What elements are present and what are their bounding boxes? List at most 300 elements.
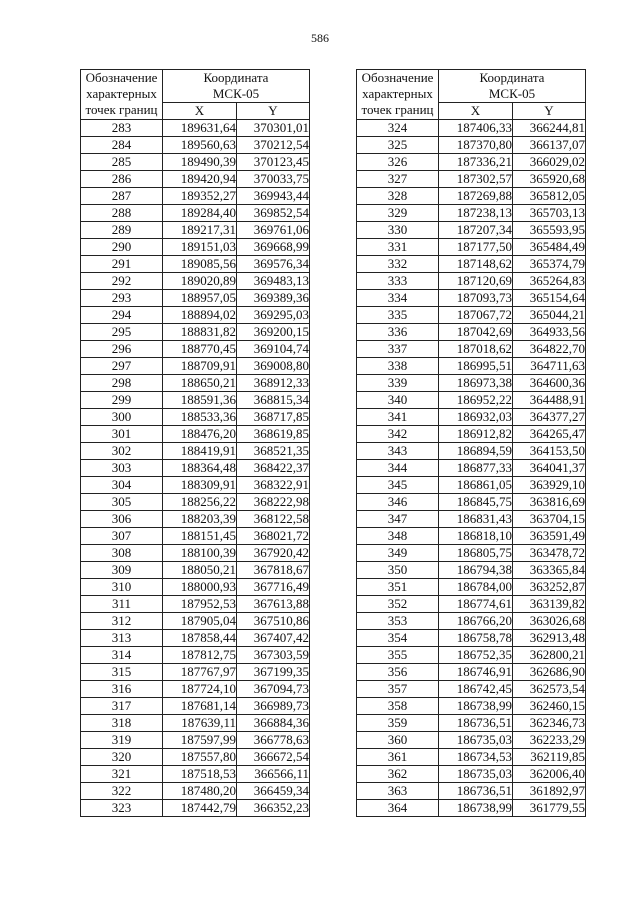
x-coordinate-cell: 187480,20 [163,783,237,800]
point-id-cell: 283 [81,120,163,137]
table-row [357,783,586,800]
point-id-cell: 360 [357,732,439,749]
point-id-cell: 306 [81,511,163,528]
x-coordinate-cell: 186746,91 [439,664,513,681]
table-row [357,358,586,375]
table-row [357,426,586,443]
point-id-cell: 315 [81,664,163,681]
y-coordinate-cell: 362800,21 [513,647,586,664]
point-id-cell: 313 [81,630,163,647]
y-coordinate-cell: 362686,90 [513,664,586,681]
y-coordinate-cell: 367407,42 [237,630,310,647]
point-id-cell: 314 [81,647,163,664]
point-id-cell: 288 [81,205,163,222]
point-id-cell: 305 [81,494,163,511]
table-row [81,698,310,715]
y-coordinate-cell: 363365,84 [513,562,586,579]
y-coordinate-cell: 366989,73 [237,698,310,715]
x-coordinate-cell: 186774,61 [439,596,513,613]
point-id-cell: 363 [357,783,439,800]
x-coordinate-cell: 186784,00 [439,579,513,596]
table-row [357,188,586,205]
y-coordinate-cell: 367920,42 [237,545,310,562]
point-id-cell: 361 [357,749,439,766]
point-id-cell: 362 [357,766,439,783]
table-row [357,698,586,715]
point-id-cell: 285 [81,154,163,171]
table-row [81,171,310,188]
point-id-cell: 340 [357,392,439,409]
x-coordinate-cell: 187148,62 [439,256,513,273]
point-id-cell: 290 [81,239,163,256]
point-id-cell: 329 [357,205,439,222]
table-row [81,188,310,205]
y-coordinate-cell: 362119,85 [513,749,586,766]
designation-header-line: характерных [362,86,433,101]
y-coordinate-cell: 369761,06 [237,222,310,239]
table-row [81,460,310,477]
x-coordinate-cell: 189420,94 [163,171,237,188]
table-body [357,120,586,817]
x-coordinate-cell: 187681,14 [163,698,237,715]
x-coordinate-cell: 189560,63 [163,137,237,154]
x-coordinate-cell: 188203,39 [163,511,237,528]
point-id-cell: 350 [357,562,439,579]
table-row [357,222,586,239]
y-coordinate-cell: 362573,54 [513,681,586,698]
x-coordinate-cell: 187302,57 [439,171,513,188]
table-row [357,562,586,579]
point-id-cell: 286 [81,171,163,188]
x-coordinate-cell: 187238,13 [439,205,513,222]
x-coordinate-cell: 189020,89 [163,273,237,290]
table-row [81,273,310,290]
table-row [81,596,310,613]
point-id-cell: 333 [357,273,439,290]
table-row [81,766,310,783]
y-coordinate-cell: 369852,54 [237,205,310,222]
y-coordinate-cell: 370212,54 [237,137,310,154]
x-coordinate-cell: 187952,53 [163,596,237,613]
table-row [81,613,310,630]
point-id-cell: 327 [357,171,439,188]
table-row [81,647,310,664]
y-coordinate-cell: 364153,50 [513,443,586,460]
y-coordinate-cell: 366244,81 [513,120,586,137]
x-coordinate-cell: 186752,35 [439,647,513,664]
y-coordinate-cell: 361892,97 [513,783,586,800]
y-coordinate-cell: 368912,33 [237,375,310,392]
y-coordinate-cell: 367613,88 [237,596,310,613]
y-coordinate-cell: 370033,75 [237,171,310,188]
x-coordinate-cell: 188256,22 [163,494,237,511]
point-id-cell: 349 [357,545,439,562]
y-coordinate-cell: 365264,83 [513,273,586,290]
y-coordinate-cell: 362233,29 [513,732,586,749]
coordinate-header [163,70,310,103]
y-coordinate-cell: 367094,73 [237,681,310,698]
point-id-cell: 357 [357,681,439,698]
y-coordinate-cell: 368815,34 [237,392,310,409]
point-id-cell: 335 [357,307,439,324]
x-coordinate-cell: 186758,78 [439,630,513,647]
table-row [357,613,586,630]
point-id-cell: 326 [357,154,439,171]
point-id-cell: 336 [357,324,439,341]
y-coordinate-cell: 365593,95 [513,222,586,239]
table-header [357,70,586,120]
point-id-cell: 289 [81,222,163,239]
point-id-cell: 304 [81,477,163,494]
y-coordinate-cell: 364265,47 [513,426,586,443]
x-coordinate-cell: 186766,20 [439,613,513,630]
y-coordinate-cell: 367199,35 [237,664,310,681]
x-coordinate-cell: 188100,39 [163,545,237,562]
x-coordinate-cell: 186805,75 [439,545,513,562]
y-coordinate-cell: 368521,35 [237,443,310,460]
y-coordinate-cell: 363478,72 [513,545,586,562]
point-id-cell: 309 [81,562,163,579]
x-coordinate-cell: 188591,36 [163,392,237,409]
table-row [81,256,310,273]
y-coordinate-cell: 365920,68 [513,171,586,188]
table-row [357,630,586,647]
designation-header-line: характерных [86,86,157,101]
table-header [81,70,310,120]
y-coordinate-cell: 368122,58 [237,511,310,528]
x-coordinate-cell: 186877,33 [439,460,513,477]
point-id-cell: 320 [81,749,163,766]
designation-header-line: Обозначение [361,70,434,85]
coordinate-header-line: МСК-05 [488,86,536,101]
table-row [357,290,586,307]
point-id-cell: 297 [81,358,163,375]
table-row [81,137,310,154]
point-id-cell: 308 [81,545,163,562]
table-row [357,171,586,188]
point-id-cell: 296 [81,341,163,358]
y-coordinate-cell: 365484,49 [513,239,586,256]
table-row [357,460,586,477]
point-id-cell: 338 [357,358,439,375]
point-id-cell: 337 [357,341,439,358]
x-coordinate-cell: 187018,62 [439,341,513,358]
point-id-cell: 324 [357,120,439,137]
point-id-cell: 318 [81,715,163,732]
designation-header-line: Обозначение [85,70,158,85]
table-row [81,358,310,375]
x-coordinate-cell: 188533,36 [163,409,237,426]
x-coordinate-cell: 186973,38 [439,375,513,392]
table-row [81,205,310,222]
point-id-cell: 331 [357,239,439,256]
y-coordinate-cell: 363139,82 [513,596,586,613]
point-id-cell: 319 [81,732,163,749]
table-body [81,120,310,817]
table-row [81,443,310,460]
x-coordinate-cell: 187042,69 [439,324,513,341]
x-coordinate-cell: 187406,33 [439,120,513,137]
y-coordinate-cell: 369200,15 [237,324,310,341]
x-coordinate-cell: 187093,73 [439,290,513,307]
y-coordinate-cell: 369668,99 [237,239,310,256]
x-coordinate-cell: 189352,27 [163,188,237,205]
y-coordinate-cell: 370301,01 [237,120,310,137]
y-coordinate-cell: 368322,91 [237,477,310,494]
point-id-cell: 348 [357,528,439,545]
y-coordinate-cell: 364822,70 [513,341,586,358]
y-coordinate-cell: 363929,10 [513,477,586,494]
y-coordinate-cell: 369389,36 [237,290,310,307]
point-id-cell: 291 [81,256,163,273]
table-row [81,732,310,749]
x-coordinate-cell: 188000,93 [163,579,237,596]
y-coordinate-cell: 363704,15 [513,511,586,528]
point-id-cell: 347 [357,511,439,528]
y-coordinate-cell: 366566,11 [237,766,310,783]
table-row [81,800,310,817]
table-row [81,664,310,681]
x-coordinate-cell: 186734,53 [439,749,513,766]
table-row [357,766,586,783]
x-coordinate-cell: 186742,45 [439,681,513,698]
x-coordinate-cell: 187207,34 [439,222,513,239]
y-coordinate-cell: 362006,40 [513,766,586,783]
point-id-cell: 358 [357,698,439,715]
y-coordinate-cell: 363026,68 [513,613,586,630]
y-coordinate-cell: 361779,55 [513,800,586,817]
point-id-cell: 284 [81,137,163,154]
point-id-cell: 287 [81,188,163,205]
point-id-cell: 292 [81,273,163,290]
designation-header [357,70,439,120]
table-row [357,205,586,222]
point-id-cell: 339 [357,375,439,392]
y-coordinate-cell: 368422,37 [237,460,310,477]
x-coordinate-cell: 187177,50 [439,239,513,256]
x-coordinate-cell: 188650,21 [163,375,237,392]
y-coordinate-cell: 366884,36 [237,715,310,732]
x-coordinate-cell: 187370,80 [439,137,513,154]
point-id-cell: 364 [357,800,439,817]
table-row [81,562,310,579]
table-row [357,664,586,681]
x-coordinate-cell: 188476,20 [163,426,237,443]
y-column-header: Y [513,103,586,120]
point-id-cell: 302 [81,443,163,460]
x-coordinate-cell: 186736,51 [439,783,513,800]
x-coordinate-cell: 187639,11 [163,715,237,732]
table-row [357,443,586,460]
x-coordinate-cell: 186845,75 [439,494,513,511]
table-row [81,324,310,341]
point-id-cell: 345 [357,477,439,494]
table-row [357,477,586,494]
x-coordinate-cell: 188419,91 [163,443,237,460]
point-id-cell: 312 [81,613,163,630]
x-coordinate-cell: 189490,39 [163,154,237,171]
x-coordinate-cell: 187067,72 [439,307,513,324]
y-coordinate-cell: 367303,59 [237,647,310,664]
table-row [357,647,586,664]
table-row [81,528,310,545]
point-id-cell: 293 [81,290,163,307]
x-coordinate-cell: 186738,99 [439,698,513,715]
y-coordinate-cell: 364488,91 [513,392,586,409]
x-coordinate-cell: 187557,80 [163,749,237,766]
point-id-cell: 323 [81,800,163,817]
x-coordinate-cell: 188957,05 [163,290,237,307]
table-row [357,715,586,732]
table-row [357,273,586,290]
x-coordinate-cell: 186932,03 [439,409,513,426]
point-id-cell: 294 [81,307,163,324]
table-row [81,426,310,443]
x-coordinate-cell: 188364,48 [163,460,237,477]
point-id-cell: 299 [81,392,163,409]
point-id-cell: 317 [81,698,163,715]
x-coordinate-cell: 189085,56 [163,256,237,273]
y-coordinate-cell: 365374,79 [513,256,586,273]
y-coordinate-cell: 369943,44 [237,188,310,205]
y-coordinate-cell: 368222,98 [237,494,310,511]
page-number: 586 [311,31,329,45]
x-coordinate-cell: 187442,79 [163,800,237,817]
y-coordinate-cell: 362346,73 [513,715,586,732]
table-row [357,681,586,698]
point-id-cell: 328 [357,188,439,205]
y-coordinate-cell: 367510,86 [237,613,310,630]
y-coordinate-cell: 368717,85 [237,409,310,426]
coordinate-header [439,70,586,103]
x-coordinate-cell: 186736,51 [439,715,513,732]
y-coordinate-cell: 369104,74 [237,341,310,358]
y-coordinate-cell: 366352,23 [237,800,310,817]
x-coordinate-cell: 189284,40 [163,205,237,222]
y-coordinate-cell: 369576,34 [237,256,310,273]
x-coordinate-cell: 186735,03 [439,732,513,749]
point-id-cell: 355 [357,647,439,664]
table-row [81,409,310,426]
x-coordinate-cell: 187905,04 [163,613,237,630]
point-id-cell: 322 [81,783,163,800]
x-coordinate-cell: 186952,22 [439,392,513,409]
x-coordinate-cell: 189217,31 [163,222,237,239]
y-coordinate-cell: 364600,36 [513,375,586,392]
coordinates-table-left [80,69,310,817]
x-coordinate-cell: 188894,02 [163,307,237,324]
table-row [357,579,586,596]
x-coordinate-cell: 188050,21 [163,562,237,579]
table-row [81,477,310,494]
point-id-cell: 301 [81,426,163,443]
point-id-cell: 342 [357,426,439,443]
table-row [81,715,310,732]
point-id-cell: 321 [81,766,163,783]
y-coordinate-cell: 365703,13 [513,205,586,222]
y-coordinate-cell: 362460,15 [513,698,586,715]
x-coordinate-cell: 187724,10 [163,681,237,698]
table-row [81,783,310,800]
y-coordinate-cell: 364041,37 [513,460,586,477]
point-id-cell: 310 [81,579,163,596]
table-row [357,409,586,426]
table-row [357,375,586,392]
table-row [357,596,586,613]
point-id-cell: 354 [357,630,439,647]
table-row [81,239,310,256]
x-coordinate-cell: 188309,91 [163,477,237,494]
table-row [357,494,586,511]
point-id-cell: 298 [81,375,163,392]
coordinate-header-line: МСК-05 [212,86,260,101]
y-coordinate-cell: 363816,69 [513,494,586,511]
y-coordinate-cell: 364711,63 [513,358,586,375]
point-id-cell: 303 [81,460,163,477]
table-row [357,239,586,256]
x-coordinate-cell: 189151,03 [163,239,237,256]
table-row [357,256,586,273]
point-id-cell: 359 [357,715,439,732]
x-coordinate-cell: 186738,99 [439,800,513,817]
point-id-cell: 300 [81,409,163,426]
y-coordinate-cell: 364377,27 [513,409,586,426]
y-coordinate-cell: 366672,54 [237,749,310,766]
table-row [81,290,310,307]
point-id-cell: 351 [357,579,439,596]
x-coordinate-cell: 186735,03 [439,766,513,783]
x-coordinate-cell: 186861,05 [439,477,513,494]
coordinate-header-line: Координата [479,70,545,85]
table-row [357,732,586,749]
y-coordinate-cell: 364933,56 [513,324,586,341]
point-id-cell: 352 [357,596,439,613]
y-coordinate-cell: 362913,48 [513,630,586,647]
designation-header-line: точек границ [361,102,434,117]
x-coordinate-cell: 186794,38 [439,562,513,579]
y-coordinate-cell: 369008,80 [237,358,310,375]
y-coordinate-cell: 369483,13 [237,273,310,290]
table-row [357,749,586,766]
table-row [81,749,310,766]
table-row [357,120,586,137]
y-column-header: Y [237,103,310,120]
x-coordinate-cell: 187858,44 [163,630,237,647]
x-coordinate-cell: 188709,91 [163,358,237,375]
table-row [357,528,586,545]
point-id-cell: 311 [81,596,163,613]
y-coordinate-cell: 365044,21 [513,307,586,324]
point-id-cell: 307 [81,528,163,545]
y-coordinate-cell: 366459,34 [237,783,310,800]
x-coordinate-cell: 187812,75 [163,647,237,664]
table-row [81,630,310,647]
x-coordinate-cell: 187269,88 [439,188,513,205]
table-row [81,392,310,409]
y-coordinate-cell: 365812,05 [513,188,586,205]
designation-header-line: точек границ [85,102,158,117]
table-row [81,307,310,324]
point-id-cell: 353 [357,613,439,630]
table-row [357,392,586,409]
table-row [357,800,586,817]
y-coordinate-cell: 366029,02 [513,154,586,171]
point-id-cell: 344 [357,460,439,477]
y-coordinate-cell: 367818,67 [237,562,310,579]
table-row [81,120,310,137]
table-row [357,341,586,358]
designation-header [81,70,163,120]
